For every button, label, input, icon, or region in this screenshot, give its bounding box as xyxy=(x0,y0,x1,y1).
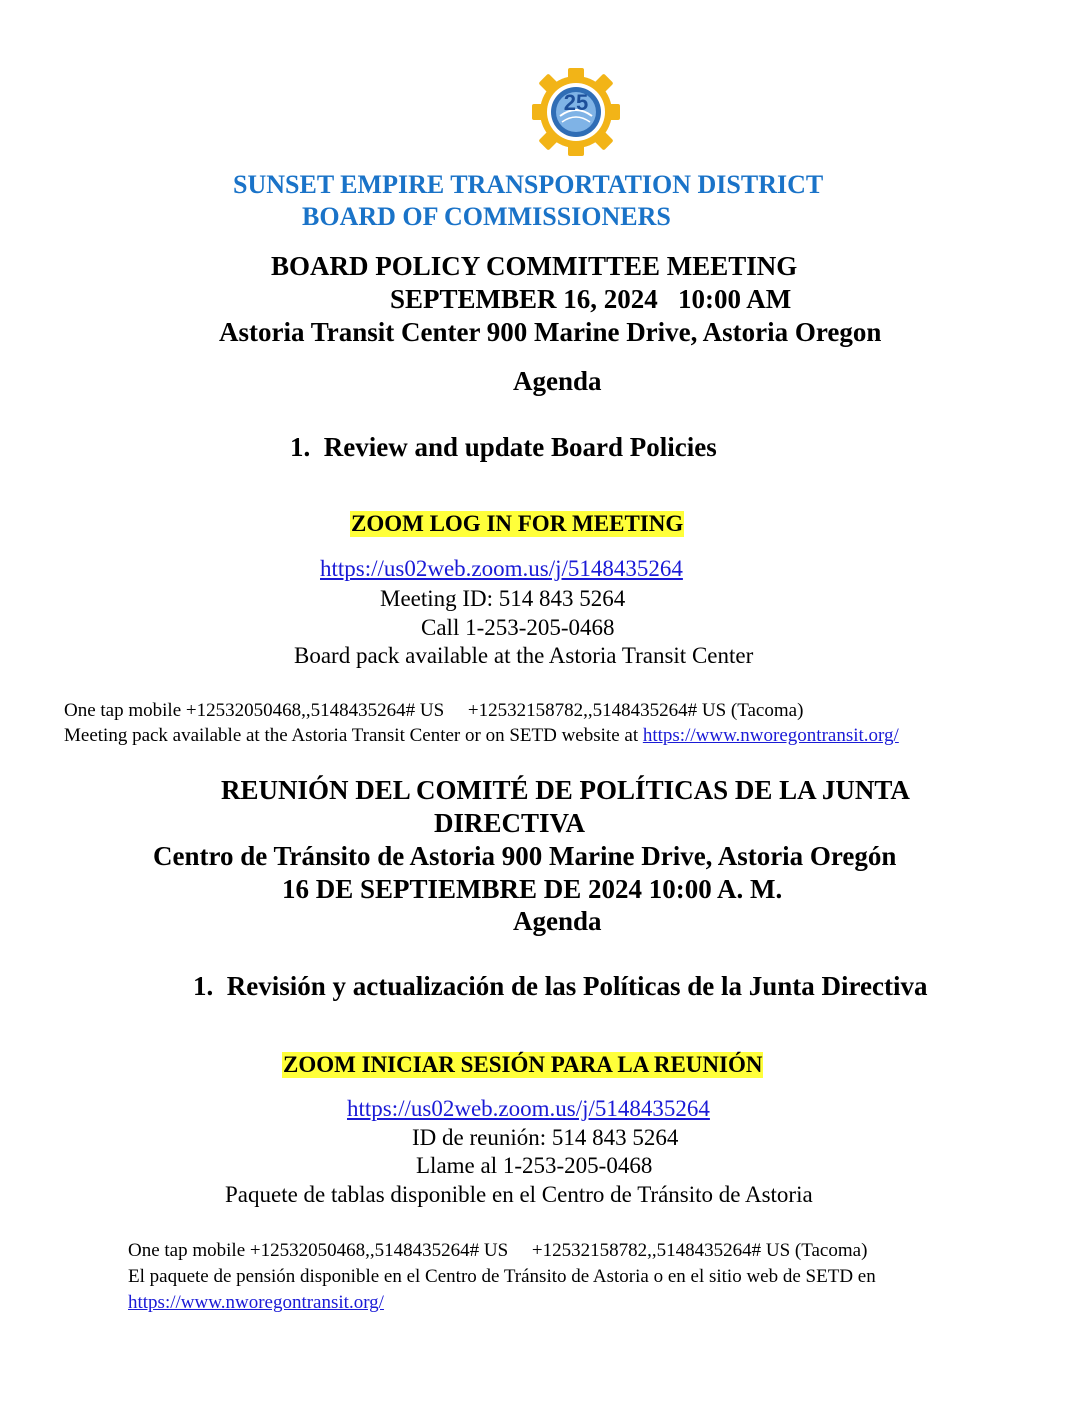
spanish-call-number: Llame al 1-253-205-0468 xyxy=(416,1153,653,1178)
zoom-link[interactable]: https://us02web.zoom.us/j/5148435264 xyxy=(320,556,683,581)
spanish-agenda-item-1: 1. Revisión y actualización de las Políticas de la Junta Directiva xyxy=(193,971,928,1001)
meeting-datetime: SEPTEMBER 16, 2024 10:00 AM xyxy=(390,284,792,314)
setd-25th-anniversary-logo xyxy=(530,66,622,158)
spanish-datetime: 16 DE SEPTIEMBRE DE 2024 10:00 A. M. xyxy=(282,874,783,904)
spanish-zoom-link[interactable]: https://us02web.zoom.us/j/5148435264 xyxy=(347,1096,710,1121)
spanish-one-tap-mobile: One tap mobile +12532050468,,5148435264# US +12532158782,,5148435264# US (Tacoma) xyxy=(128,1240,868,1261)
meeting-title: BOARD POLICY COMMITTEE MEETING xyxy=(271,251,798,281)
org-name: SUNSET EMPIRE TRANSPORTATION DISTRICT xyxy=(233,170,824,199)
one-tap-mobile: One tap mobile +12532050468,,5148435264# US +12532158782,,5148435264# US (Tacoma) xyxy=(64,700,804,721)
call-number: Call 1-253-205-0468 xyxy=(421,615,615,640)
spanish-title-line2: DIRECTIVA xyxy=(434,808,586,838)
spanish-agenda-heading: Agenda xyxy=(513,906,602,936)
spanish-meeting-id: ID de reunión: 514 843 5264 xyxy=(412,1125,679,1150)
spanish-title-line1: REUNIÓN DEL COMITÉ DE POLÍTICAS DE LA JUNTA xyxy=(221,775,910,805)
spanish-zoom-heading: ZOOM INICIAR SESIÓN PARA LA REUNIÓN xyxy=(283,1052,763,1077)
spanish-website-link[interactable]: https://www.nworegontransit.org/ xyxy=(128,1292,384,1313)
spanish-board-pack-note: Paquete de tablas disponible en el Centro de Tránsito de Astoria xyxy=(225,1182,813,1207)
spanish-meeting-pack-note: El paquete de pensión disponible en el Centro de Tránsito de Astoria o en el sitio web de SETD en xyxy=(128,1266,876,1287)
agenda-item-1: 1. Review and update Board Policies xyxy=(290,432,717,462)
website-link[interactable]: https://www.nworegontransit.org/ xyxy=(642,725,899,746)
meeting-pack-text: Meeting pack available at the Astoria Transit Center or on SETD website at xyxy=(64,725,643,746)
meeting-location: Astoria Transit Center 900 Marine Drive, Astoria Oregon xyxy=(219,317,882,347)
logo-number: 25 xyxy=(563,90,589,115)
meeting-pack-note xyxy=(64,725,899,747)
board-name: BOARD OF COMMISSIONERS xyxy=(302,202,671,231)
meeting-id: Meeting ID: 514 843 5264 xyxy=(380,586,626,611)
agenda-heading: Agenda xyxy=(513,366,602,396)
zoom-heading: ZOOM LOG IN FOR MEETING xyxy=(351,511,684,536)
spanish-location: Centro de Tránsito de Astoria 900 Marine Drive, Astoria Oregón xyxy=(153,841,897,871)
board-pack-note: Board pack available at the Astoria Transit Center xyxy=(294,643,754,668)
